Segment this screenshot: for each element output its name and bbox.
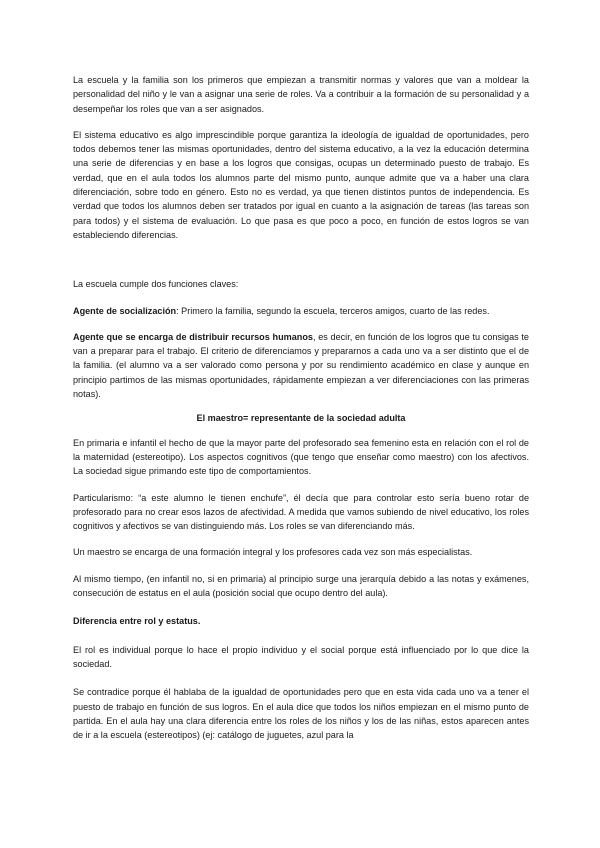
- paragraph-education-system: El sistema educativo es algo imprescindible porque garantiza la ideología de igualdad de oportunidades, pero todos debemos tener las mismas oportunidades, dentro del sistema educativo, a la vez la educación determina una serie de diferencias y en base a los logros que consigas, ocupas un determinado puesto de trabajo. Es verdad, que en el aula todos los alumnos parte del mismo punto, aunque admite que va a haber una clara diferenciación, sobre todo en género. Esto no es verdad, ya que tienen distintos puntos de independencia. Es verdad que todos los alumnos deben ser tratados por igual en cuanto a la asignación de tareas (las tareas son para todos) y el sistema de evaluación. Lo que pasa es que poco a poco, en función de estos logros se van estableciendo diferencias.: [73, 129, 529, 240]
- paragraph-hierarchy: Al mismo tiempo, (en infantil no, si en primaria) al principio surge una jerarquía debido a las notas y exámenes, consecución de estatus en el aula (posición social que ocupo dentro del aula).: [73, 573, 529, 599]
- term-human-resources-agent: Agente que se encarga de distribuir recursos humanos: [73, 331, 313, 342]
- paragraph-integral-formation: Un maestro se encarga de una formación integral y los profesores cada vez son más especialistas.: [73, 547, 473, 558]
- definition-socialization-agent: : Primero la familia, segundo la escuela, terceros amigos, cuarto de las redes.: [176, 305, 490, 316]
- paragraph-particularism: Particularismo: “a este alumno le tienen enchufe”, él decía que para controlar esto sería bueno rotar de profesorado para no crear esos lazos de afectividad. A medida que vamos subiendo de nivel educativo, los roles cognitivos y afectivos se van distinguiendo más. Los roles se van diferenciando más.: [73, 492, 529, 532]
- paragraph-school-functions: La escuela cumple dos funciones claves:: [73, 279, 239, 290]
- heading-role-status: Diferencia entre rol y estatus.: [73, 616, 201, 627]
- paragraph-role-definition: El rol es individual porque lo hace el propio individuo y el social porque está influenciado por lo que dice la sociedad.: [73, 644, 529, 669]
- paragraph-primary-infant: En primaria e infantil el hecho de que la mayor parte del profesorado sea femenino esta en relación con el rol de la maternidad (estereotipo). Los aspectos cognitivos (que tengo que enseñar como maestro) con los afectivos. La sociedad sigue primando este tipo de comportamientos.: [73, 437, 529, 477]
- definition-human-resources-agent: , es decir, en función de los logros que tu consigas te van a preparar para el trabajo. El criterio de diferenciamos y prepararnos a cada uno va a ser distinto que el de la familia. (el alumno va a ser valorado como persona y por su rendimiento académico en clase y aunque en principio partimos de las mismas oportunidades, rápidamente empiezan a ver diferenciaciones con las primeras notas).: [73, 331, 529, 400]
- heading-teacher: El maestro= representante de la sociedad adulta: [196, 413, 406, 424]
- paragraph-contradiction: Se contradice porque él hablaba de la igualdad de oportunidades pero que en esta vida cada uno va a tener el puesto de trabajo en función de sus logros. En el aula dice que todos los niños empiezan en el mismo punto de partida. En el aula hay una clara diferencia entre los roles de los niños y los de las niñas, estos aparecen antes de ir a la escuela (estereotipos) (ej: catálogo de juguetes, azul para la: [73, 687, 529, 741]
- term-socialization-agent: Agente de socialización: [73, 305, 177, 316]
- paragraph-human-resources-agent: [73, 330, 529, 401]
- paragraph-family-school: La escuela y la familia son los primeros que empiezan a transmitir normas y valores que van a moldear la personalidad del niño y le van a asignar una serie de roles. Va a contribuir a la formación de su personalidad y a desempeñar los roles que van a ser asignados.: [73, 75, 529, 114]
- paragraph-socialization-agent: [73, 304, 529, 318]
